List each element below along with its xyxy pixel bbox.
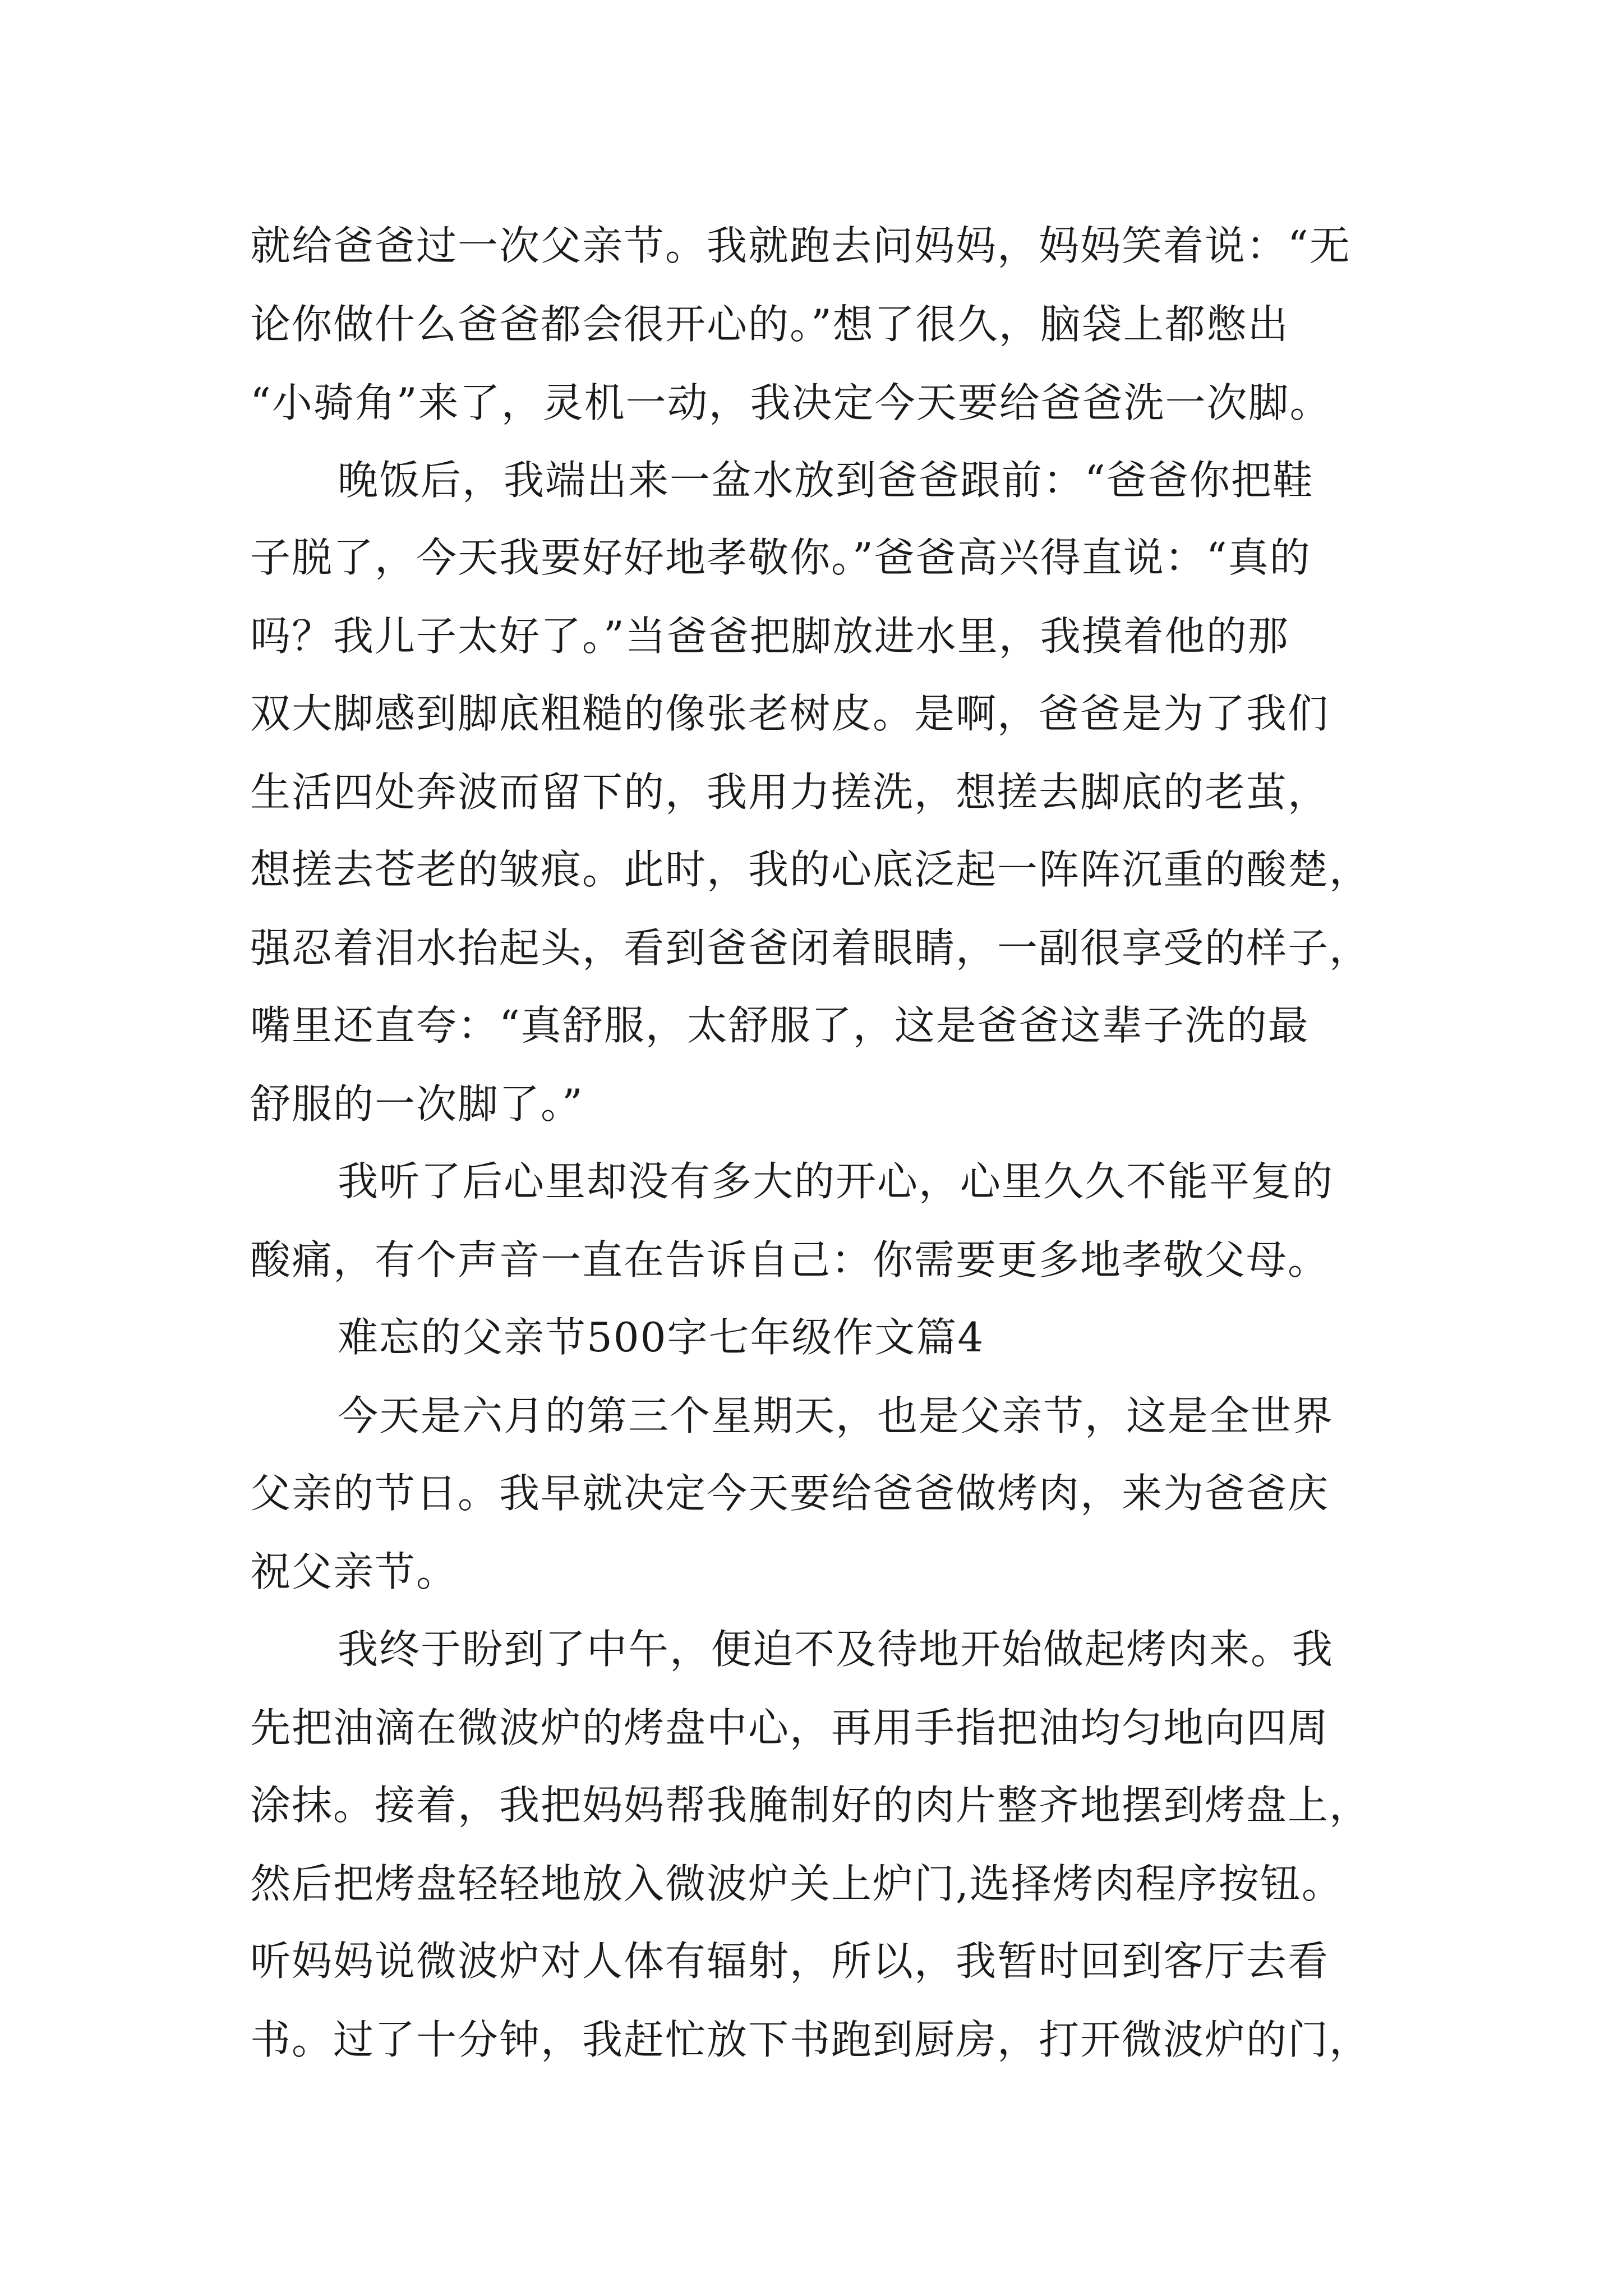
text-line: 先把油滴在微波炉的烤盘中心，再用手指把油均匀地向四周 (250, 1704, 1330, 1751)
text-line: 酸痛，有个声音一直在告诉自己：你需要更多地孝敬父母。 (250, 1236, 1330, 1283)
text-line: 父亲的节日。我早就决定今天要给爸爸做烤肉，来为爸爸庆 (250, 1470, 1330, 1517)
section-heading: 难忘的父亲节500字七年级作文篇4 (338, 1314, 985, 1361)
text-line: 我听了后心里却没有多大的开心，心里久久不能平复的 (338, 1158, 1334, 1205)
text-line: 子脱了，今天我要好好地孝敬你。”爸爸高兴得直说：“真的 (250, 534, 1311, 581)
text-line: 然后把烤盘轻轻地放入微波炉关上炉门,选择烤肉程序按钮。 (250, 1860, 1343, 1907)
text-line: 听妈妈说微波炉对人体有辐射，所以，我暂时回到客厅去看 (250, 1938, 1330, 1985)
text-line: 吗？我儿子太好了。”当爸爸把脚放进水里，我摸着他的那 (250, 613, 1289, 660)
text-line: 晚饭后，我端出来一盆水放到爸爸跟前：“爸爸你把鞋 (338, 457, 1314, 504)
text-line: 强忍着泪水抬起头，看到爸爸闭着眼睛，一副很享受的样子， (250, 924, 1371, 972)
text-line: 今天是六月的第三个星期天，也是父亲节，这是全世界 (338, 1392, 1334, 1439)
text-line: 生活四处奔波而留下的，我用力搓洗，想搓去脚底的老茧， (250, 769, 1330, 816)
text-line: 涂抹。接着，我把妈妈帮我腌制好的肉片整齐地摆到烤盘上， (250, 1782, 1371, 1829)
text-line: 双大脚感到脚底粗糙的像张老树皮。是啊，爸爸是为了我们 (250, 690, 1330, 737)
text-line: 祝父亲节。 (250, 1548, 458, 1595)
text-line: 嘴里还直夸：“真舒服，太舒服了，这是爸爸这辈子洗的最 (250, 1002, 1310, 1049)
text-line: 想搓去苍老的皱痕。此时，我的心底泛起一阵阵沉重的酸楚， (250, 846, 1371, 893)
text-line: 书。过了十分钟，我赶忙放下书跑到厨房，打开微波炉的门， (250, 2016, 1371, 2063)
text-line: 就给爸爸过一次父亲节。我就跑去问妈妈，妈妈笑着说：“无 (250, 222, 1351, 269)
text-line: 论你做什么爸爸都会很开心的。”想了很久，脑袋上都憋出 (250, 301, 1289, 348)
text-line: 舒服的一次脚了。” (250, 1080, 584, 1128)
text-line: 我终于盼到了中午，便迫不及待地开始做起烤肉来。我 (338, 1626, 1334, 1673)
text-line: “小骑角”来了，灵机一动，我决定今天要给爸爸洗一次脚。 (250, 379, 1331, 426)
